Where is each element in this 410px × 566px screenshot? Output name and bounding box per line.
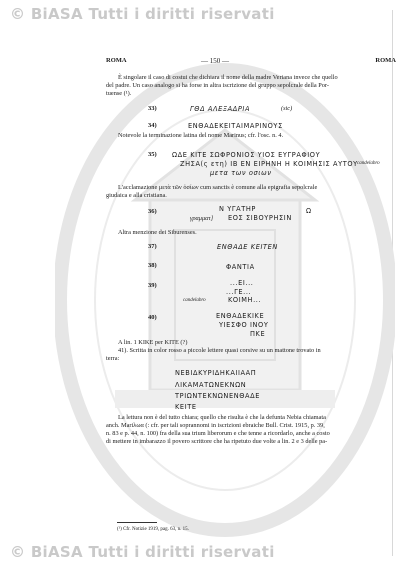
page-number: — 150 —: [201, 57, 229, 65]
inscription-40-line-3: ΠΚΕ: [250, 330, 266, 338]
inscription-34-text: ΕΝΘΑΔΕΚΕΙΤΑΙΜΑΡΙΝΟΥΣ: [188, 122, 283, 130]
inscription-number-39: 39): [148, 282, 157, 289]
inscription-number-40: 40): [148, 314, 157, 321]
inscription-35-line-2: ΖΗΣΑ(ς ετη) ΙΒ ΕΝ ΕΙΡΗΝΗ Η ΚΟΙΜΗΣΙΣ ΑΥΤΟΥ: [180, 160, 358, 168]
note-36: Altra menzione dei Siburenses.: [118, 229, 197, 236]
header-right: ROMA: [375, 57, 396, 64]
footnote-rule: [117, 522, 157, 523]
inscription-37-text: ΕΝΘΑΔΕ ΚΕΙΤΕΝ: [217, 243, 278, 251]
inscription-36-line-1a: Ν ΥΓΑΤΗΡ: [219, 205, 257, 213]
brick-inscription-line-3: ΤΡΙΩΝΤΕΚΝΩΝΕΝΘΑΔΕ: [175, 392, 261, 400]
footnote: (¹) Cfr. Notizie 1919, pag. 63, n. 15.: [117, 527, 189, 532]
inscription-39-candelabrum-note: candelabro: [183, 298, 206, 303]
running-header: [106, 57, 396, 69]
intro-line-2: del padre. Un caso analogo si ha forse in altra iscrizione del gruppo sepolcrale della Por-: [106, 82, 329, 89]
note-41-line-2: terra:: [106, 355, 120, 362]
inscription-38-text: ΦΑΝΤΙΑ: [226, 263, 255, 271]
inscription-number-38: 38): [148, 262, 157, 269]
inscription-number-37: 37): [148, 243, 157, 250]
inscription-40-line-1: ΕΝΘΑΔΕΚΙΚΕ: [216, 312, 265, 320]
note-35-line-1: L'acclamazione μετὰ τῶν ὁσίων cum sanctis è comune alla epigrafia sepolcrale: [118, 184, 318, 191]
inscription-39-line-3: ΚΟΙΜΗ...: [228, 296, 262, 304]
brick-inscription-line-2: ΛΙΚΑΜΑΤΩΝΕΚΝΩΝ: [175, 381, 247, 389]
inscription-39-line-2: ...ΓΕ...: [226, 288, 252, 296]
closing-line-1: La lettura non è del tutto chiara; quello che risulta è che la defunta Nebia chiamata: [118, 414, 326, 421]
inscription-33-text: ΓΘΔ ΑΛΕΞΑΔΡΙΑ: [190, 105, 251, 113]
inscription-36-line-2b: ΕΟΣ ΣΙΒΟΥΡΗΣΙΝ: [228, 214, 292, 222]
copyright-watermark: © BiASA Tutti i diritti riservati: [10, 5, 275, 23]
intro-line-1: È singolare il caso di costui che dichiara il nome della madre Veriana invece che quello: [118, 74, 338, 81]
header-left: ROMA: [106, 57, 127, 64]
closing-line-4: di mettere in imbarazzo il povero scrittore che ha ripetuto due volte a lin. 2 e 3 delle pa-: [106, 438, 328, 445]
closing-line-3: n. 83 e p. 44, n. 100) fra della sua trium liberorum e che tenne a ricordarlo, anche a costo: [106, 430, 330, 437]
inscription-36-line-2a: γραμματ]: [190, 215, 214, 222]
brick-inscription-line-1: ΝΕΒΙΔΚΥΡΙΔΗΚΑΙΙΑΑΠ: [175, 369, 257, 377]
inscription-number-35: 35): [148, 151, 157, 158]
inscription-35-line-3: μετα των οσιων: [210, 169, 272, 177]
note-35-line-2: giudaica e alla cristiana.: [106, 192, 167, 199]
inscription-35-line-1: ΩΔΕ ΚΙΤΕ ΣΩΦΡΟΝΙΟΣ ΥΙΟΣ ΕΥΓΡΑΦΙΟΥ: [172, 151, 321, 159]
inscription-number-34: 34): [148, 122, 157, 129]
copyright-watermark-bottom: © BiASA Tutti i diritti riservati: [10, 543, 275, 561]
note-34: Notevole la terminazione latina del nome Marinus; cfr. l'osс. n. 4.: [118, 132, 284, 139]
inscription-36-line-1b: Ω: [306, 207, 312, 215]
inscription-number-33: 33): [148, 105, 157, 112]
inscription-number-36: 36): [148, 208, 157, 215]
note-41-line-1: 41). Scritta in color rosso a piccole lettere quasi corsive su un mattone trovato in: [118, 347, 321, 354]
inscription-33-note: (sic): [281, 105, 293, 112]
inscription-35-candelabrum-note: candelabro: [357, 161, 380, 166]
note-40-reading: A lin. 1 ΚΙΚΕ per ΚΙΤΕ (?): [118, 339, 188, 346]
inscription-39-line-1: ...ΕΙ...: [230, 279, 254, 287]
intro-line-3: tuense (¹).: [106, 90, 132, 97]
inscription-40-line-2: ΥΙΕΣΦΟ ΙΝΟΥ: [219, 321, 269, 329]
closing-line-2: anch. Mariλωα (: cfr. per tali soprannomi in iscrizioni ebraiche Bull. Crist. 1915, p. 39,: [106, 422, 325, 429]
brick-inscription-line-4: ΚΕΙΤΕ: [175, 403, 197, 411]
